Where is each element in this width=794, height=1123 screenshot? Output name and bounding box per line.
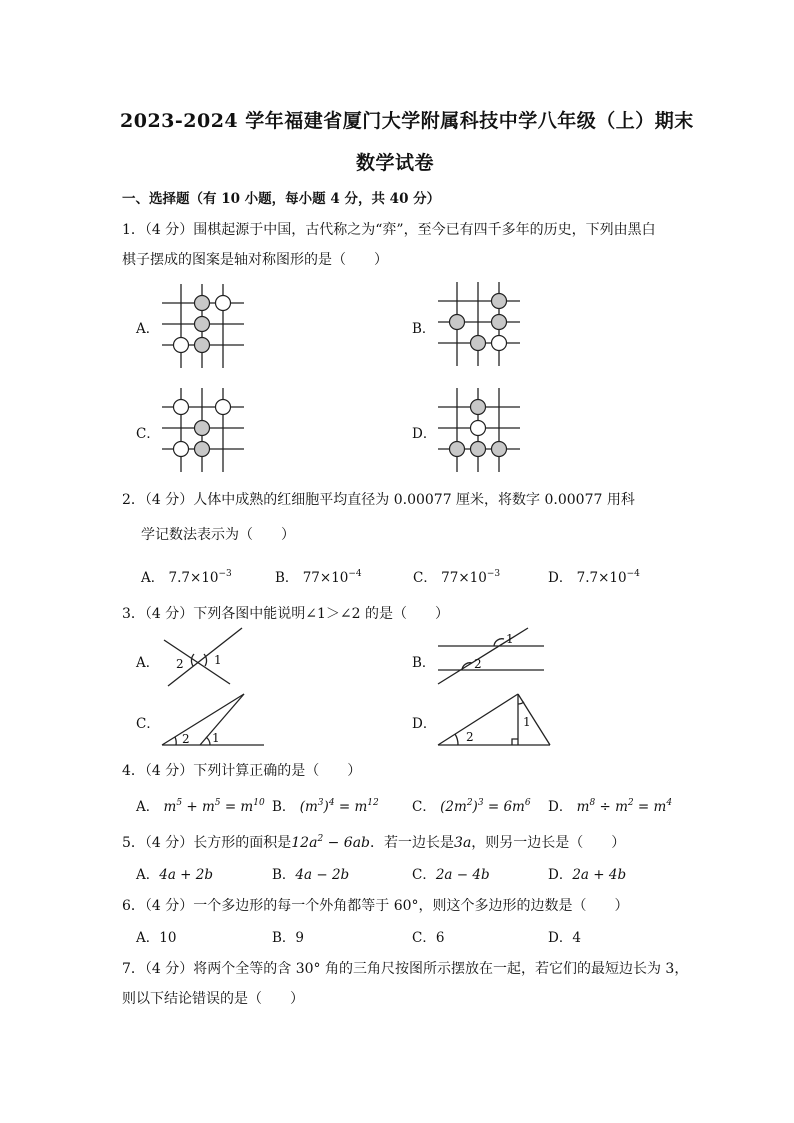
q3-option-d-angle-2: 2	[466, 730, 474, 744]
q3-option-d-label: D．	[412, 716, 437, 732]
q1-stem-line-2: 棋子摆成的图案是轴对称图形的是（ ）	[122, 252, 388, 268]
q2-option-a-base: 7.7×10	[168, 570, 219, 586]
q2-option-c-exp: −3	[486, 569, 501, 579]
q3-option-a-figure	[160, 626, 250, 690]
q3-option-a-angle-1: 1	[214, 653, 222, 667]
q2-option-a-label: A．	[141, 570, 165, 586]
q5-option-c-label: C．	[412, 867, 436, 883]
q3-option-c-angle-1: 1	[212, 731, 220, 745]
q4-option-c-expr: $(2m^2)^3 = 6m^6$	[440, 798, 531, 815]
section-heading: 一、选择题（有 10 小题，每小题 4 分，共 40 分）	[122, 191, 441, 207]
q5-stem-post: ，则另一边长是（ ）	[471, 835, 626, 851]
q5-stem-mid: ．若一边长是	[370, 835, 455, 851]
q2-option-a-exp: −3	[218, 569, 232, 579]
q5-stem	[122, 832, 625, 852]
q3-option-c-figure	[160, 690, 270, 748]
q2-option-c-label: C．	[413, 570, 437, 586]
q1-option-b-figure	[436, 280, 526, 370]
q6-option-d: D．4	[548, 930, 581, 946]
q5-option-c	[412, 863, 490, 883]
q4-option-c	[412, 795, 531, 815]
q5-option-a-expr: 4a + 2b	[159, 867, 214, 883]
q4-option-d-label: D．	[548, 799, 573, 815]
q6-option-c: C．6	[412, 930, 445, 946]
q7-stem-line-1: 7．（4 分）将两个全等的含 30° 角的三角尺按图所示摆放在一起，若它们的最短边长为 3，	[122, 961, 689, 977]
q4-option-a	[136, 795, 265, 815]
q5-option-c-expr: 2a − 4b	[435, 867, 490, 883]
q2-option-d-exp: −4	[626, 569, 640, 579]
q5-side-expr: 3a	[454, 835, 472, 851]
q1-option-d-figure	[436, 386, 526, 476]
q4-stem: 4．（4 分）下列计算正确的是（ ）	[122, 763, 362, 779]
q2-option-b-base: 77×10	[302, 570, 349, 586]
q7-stem-line-2: 则以下结论错误的是（ ）	[122, 991, 304, 1007]
q2-option-b	[275, 566, 362, 586]
q3-option-d-figure	[436, 690, 556, 748]
q1-option-a-figure	[160, 282, 250, 372]
q5-option-d-label: D．	[548, 867, 573, 883]
q4-option-d	[548, 795, 672, 815]
q5-stem-pre: 5．（4 分）长方形的面积是	[122, 835, 292, 851]
q5-option-d-expr: 2a + 4b	[572, 867, 627, 883]
q3-option-b-label: B．	[412, 655, 436, 671]
q5-option-b	[272, 863, 349, 883]
q1-option-c-figure	[160, 386, 250, 476]
q5-option-a	[136, 863, 213, 883]
q2-option-a	[141, 566, 232, 586]
q4-option-a-expr: $m^5 + m^5 = m^{10}$	[163, 798, 265, 815]
q3-option-d-angle-1: 1	[523, 715, 531, 729]
q6-option-b: B．9	[272, 930, 305, 946]
q5-option-d	[548, 863, 626, 883]
q4-option-c-label: C．	[412, 799, 436, 815]
title-line-1: 2023-2024 学年福建省厦门大学附属科技中学八年级（上）期末	[120, 110, 694, 132]
q3-option-c-angle-2: 2	[182, 732, 190, 746]
q3-stem: 3．（4 分）下列各图中能说明∠1＞∠2 的是（ ）	[122, 606, 449, 622]
q6-stem: 6．（4 分）一个多边形的每一个外角都等于 60°，则这个多边形的边数是（ ）	[122, 898, 629, 914]
q2-stem-line-2: 学记数法表示为（ ）	[141, 527, 295, 543]
q1-stem-line-1: 1．（4 分）围棋起源于中国，古代称之为“弈”，至今已有四千多年的历史，下列由黑白	[122, 222, 656, 238]
q2-option-b-exp: −4	[348, 569, 362, 579]
q2-option-c-base: 77×10	[441, 570, 487, 586]
q1-option-b-label: B．	[412, 321, 436, 337]
q2-option-b-label: B．	[275, 570, 299, 586]
q5-option-b-label: B．	[272, 867, 296, 883]
q5-option-a-label: A．	[136, 867, 160, 883]
title-line-2: 数学试卷	[356, 152, 435, 174]
q3-option-b-angle-1: 1	[506, 632, 514, 646]
q3-option-a-label: A．	[136, 655, 160, 671]
q2-option-d-label: D．	[548, 570, 573, 586]
q4-option-d-expr: $m^8 \div m^2 = m^4$	[576, 798, 673, 815]
q3-option-b-angle-2: 2	[474, 657, 482, 671]
q5-option-b-expr: 4a − 2b	[295, 867, 350, 883]
q2-stem-line-1: 2．（4 分）人体中成熟的红细胞平均直径为 0.00077 厘米，将数字 0.00077 用科	[122, 492, 635, 508]
q3-option-c-label: C．	[136, 716, 160, 732]
q1-option-c-label: C．	[136, 426, 160, 442]
q4-option-a-label: A．	[136, 799, 160, 815]
q5-area-expr: $12a^2 - 6ab$	[291, 834, 371, 851]
q2-option-d-base: 7.7×10	[576, 570, 627, 586]
q4-option-b-label: B．	[272, 799, 296, 815]
q4-option-b	[272, 795, 379, 815]
q2-option-c	[413, 566, 500, 586]
q1-option-d-label: D．	[412, 426, 437, 442]
q4-option-b-expr: $(m^3)^4 = m^{12}$	[299, 798, 379, 815]
q2-option-d	[548, 566, 640, 586]
q3-option-b-figure	[436, 624, 546, 688]
q1-option-a-label: A．	[136, 321, 160, 337]
q3-option-a-angle-2: 2	[176, 657, 184, 671]
q6-option-a: A．10	[136, 930, 177, 946]
